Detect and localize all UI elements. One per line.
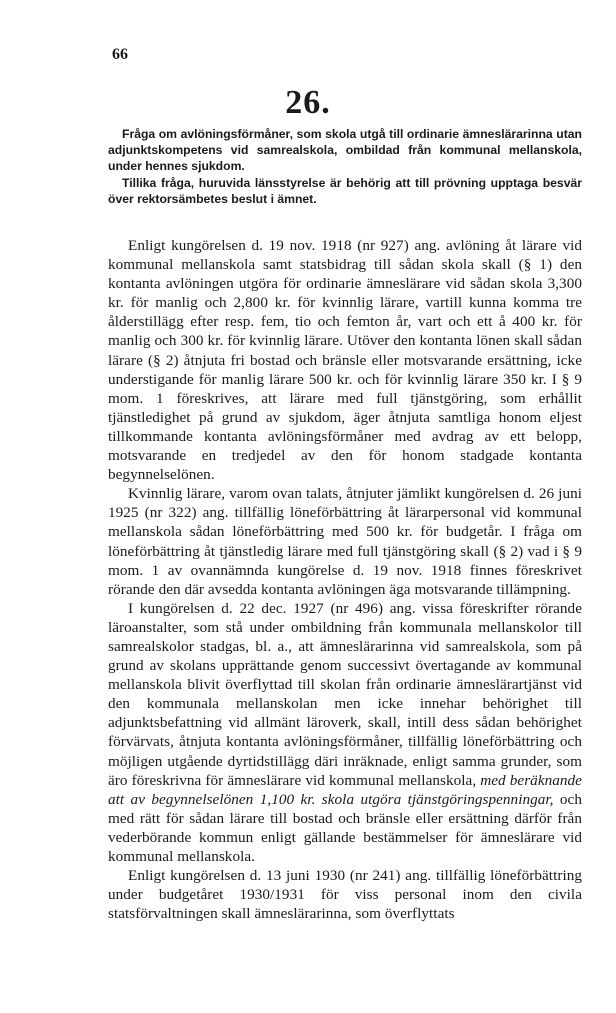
section-number: 26. [285, 84, 331, 121]
paragraph-3 [108, 599, 582, 866]
paragraph-3-italic: med beräknande att av begynnelselönen 1,100 kr. skola utgöra tjänstgöringspenningar, [108, 771, 582, 808]
paragraph-4: Enligt kungörelsen d. 13 juni 1930 (nr 241) ang. tillfällig löneförbättring under budgetåret 1930/1931 för viss personal inom den civila statsförvaltningen skall ämneslärarinna, som överflyttats [108, 867, 582, 923]
page-number: 66 [112, 46, 128, 63]
heading-question-1: Fråga om avlöningsförmåner, som skola utgå till ordinarie ämneslärarinna utan adjunktskompetens vid samrealskola, ombildad från kommunal mellanskola, under hennes sjukdom. [108, 127, 582, 174]
paragraph-3-part-2: och med rätt för sådan lärare till bostad och bränsle eller ersättning därför från vederbörande kommun enligt gällande bestämmelser för ämneslärare vid kommunal mellanskola. [108, 790, 582, 865]
paragraph-3-part-1: I kungörelsen d. 22 dec. 1927 (nr 496) ang. vissa föreskrifter rörande läroanstalter, som stå under ombildning från kommunala mellanskolor till samrealskolor stadgas, bl. a., att ämneslärarinna vid samrealskola, som på grund av skolans upprättande genom successivt övertagande av kommunal mellanskola blivit överflyttad till skolan från ordinarie ämneslärartjänst vid den kommunala mellanskolan men icke innehar behörighet till adjunktsbefattning vid allmänt läroverk, skall, intill dess sådan behörighet förvärvats, åtnjuta kontanta avlöningsförmåner, tillfällig löneförbättring och möjligen utgående dyrtidstillägg däri inräknade, enligt samma grunder, som äro föreskrivna för ämneslärare vid kommunal mellanskola, [108, 599, 582, 789]
body-text [108, 236, 582, 923]
paragraph-2: Kvinnlig lärare, varom ovan talats, åtnjuter jämlikt kungörelsen d. 26 juni 1925 (nr 322) ang. tillfällig löneförbättring åt lärarpersonal vid kommunal mellanskola sådan löneförbättring med 500 kr. för budgetår. I fråga om löneförbättring åt tjänstledig lärare med full tjänstgöring skall (§ 2) vad i § 9 mom. 1 av ovannämnda kungörelse d. 19 nov. 1918 finnes föreskrivet rörande den där avsedda kontanta avlöningen äga motsvarande tillämpning. [108, 485, 582, 598]
paragraph-1: Enligt kungörelsen d. 19 nov. 1918 (nr 927) ang. avlöning åt lärare vid kommunal mellanskola samt statsbidrag till sådan skola skall (§ 1) den kontanta avlöningen utgöra för ordinarie ämneslärare vid sådan skola 3,300 kr. för manlig och 2,800 kr. för kvinnlig lärare, vartill kunna komma tre ålderstillägg efter resp. fem, tio och femton år, vart och ett å 400 kr. för manlig och 300 kr. för kvinnlig lärare. Utöver den kontanta lönen skall sådan lärare (§ 2) åtnjuta fri bostad och bränsle eller motsvarande ersättning, icke understigande för manlig lärare 500 kr. och för kvinnlig lärare 350 kr. I § 9 mom. 1 föreskrives, att lärare med full tjänstgöring, som erhållit tjänstledighet på grund av sjukdom, äger åtnjuta samtliga honom eljest tillkommande kontanta avlöningsförmåner med avdrag av ett belopp, motsvarande en tredjedel av den för honom stadgade kontanta begynnelselönen. [108, 237, 582, 484]
heading-question-2: Tillika fråga, huruvida länsstyrelse är behörig att till prövning upptaga besvär över rektorsämbetes beslut i ämnet. [108, 175, 582, 206]
section-heading [108, 126, 582, 207]
